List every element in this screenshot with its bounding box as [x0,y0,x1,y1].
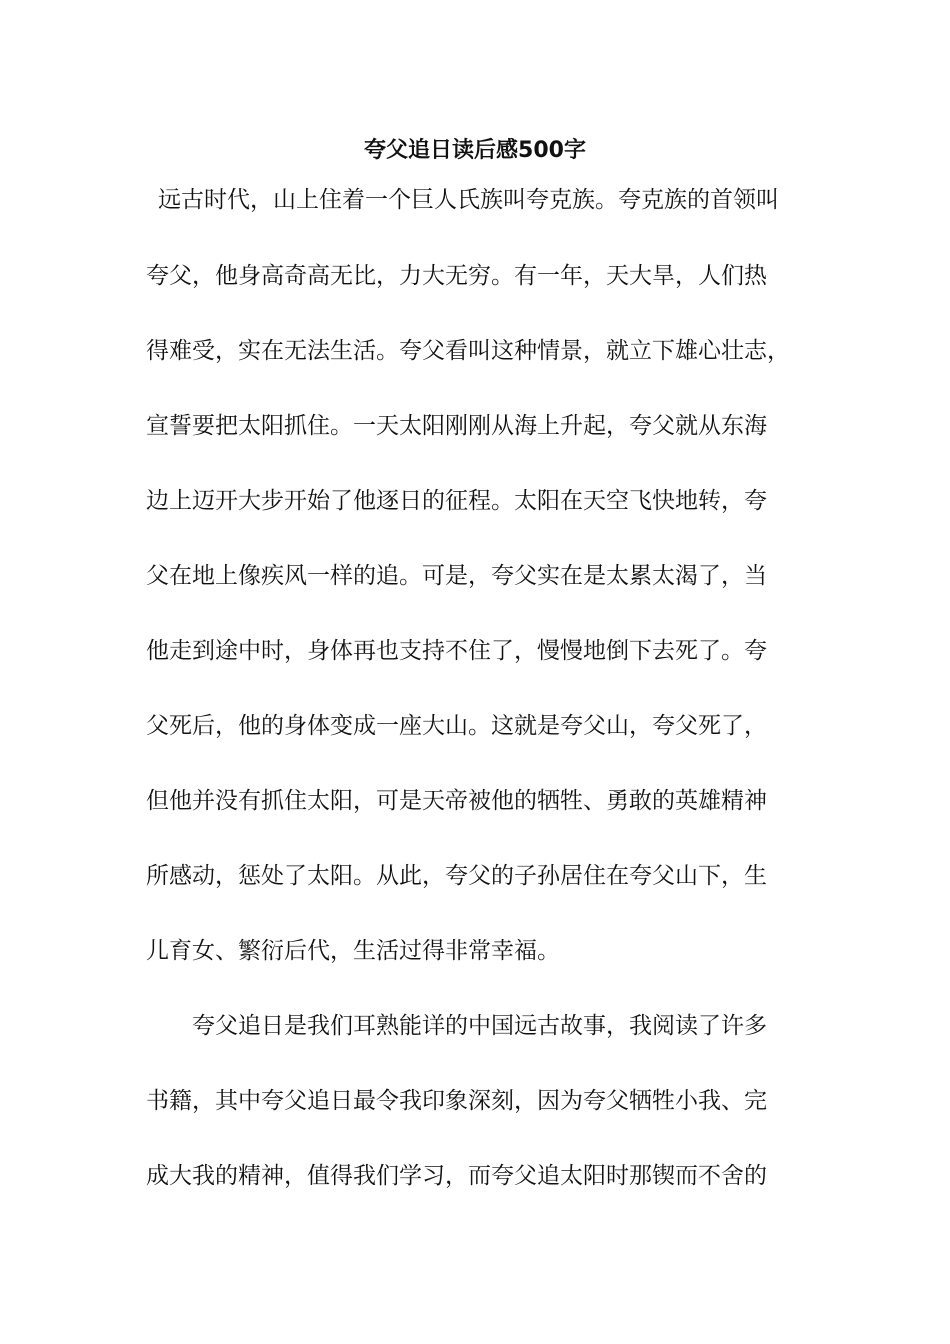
paragraph-line: 远古时代，山上住着一个巨人氏族叫夸克族。夸克族的首领叫 [158,187,779,213]
paragraph-line: 父在地上像疾风一样的追。可是，夸父实在是太累太渴了，当 [146,563,767,589]
paragraph-line: 书籍，其中夸父追日最令我印象深刻，因为夸父牺牲小我、完 [146,1088,767,1114]
paragraph-line: 夸父追日是我们耳熟能详的中国远古故事，我阅读了许多 [192,1013,767,1039]
paragraph-line: 所感动，惩处了太阳。从此，夸父的子孙居住在夸父山下，生 [146,863,767,889]
document-title: 夸父追日读后感500字 [364,138,586,163]
paragraph-line: 但他并没有抓住太阳，可是天帝被他的牺牲、勇敢的英雄精神 [146,788,767,814]
paragraph-line: 得难受，实在无法生活。夸父看叫这种情景，就立下雄心壮志， [146,338,790,364]
paragraph-line: 宣誓要把太阳抓住。一天太阳刚刚从海上升起，夸父就从东海 [146,413,767,439]
paragraph-line: 成大我的精神，值得我们学习，而夸父追太阳时那锲而不舍的 [146,1163,767,1189]
paragraph-line: 边上迈开大步开始了他逐日的征程。太阳在天空飞快地转，夸 [146,488,767,514]
paragraph-line: 父死后，他的身体变成一座大山。这就是夸父山，夸父死了， [146,713,767,739]
paragraph-line: 儿育女、繁衍后代，生活过得非常幸福。 [146,938,560,964]
paragraph-line: 夸父，他身高奇高无比，力大无穷。有一年，天大旱，人们热 [146,263,767,289]
paragraph-line: 他走到途中时，身体再也支持不住了，慢慢地倒下去死了。夸 [146,638,767,664]
